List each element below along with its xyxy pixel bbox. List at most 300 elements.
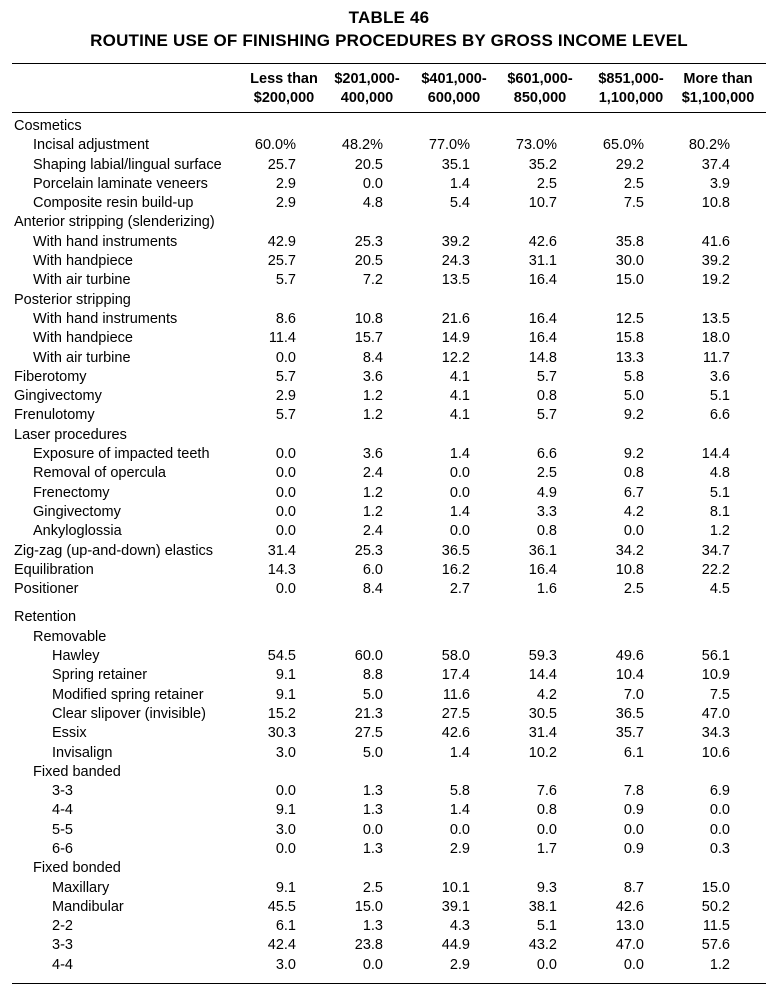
table-cell: 2.5: [623, 581, 644, 598]
row-label: Porcelain laminate veneers: [33, 175, 208, 192]
table-cell: 27.5: [441, 705, 470, 722]
table-cell: 2.5: [536, 175, 557, 192]
table-cell: 6.6: [536, 446, 557, 463]
row-label: With hand instruments: [33, 233, 178, 250]
table-cell: 0.8: [536, 802, 557, 819]
table-cell: 0.0: [275, 349, 296, 366]
table-cell: 1.2: [362, 407, 383, 424]
table-cell: 39.2: [701, 253, 730, 270]
table-cell: 5.7: [275, 407, 296, 424]
table-cell: 16.2: [441, 561, 470, 578]
table-cell: 27.5: [354, 725, 383, 742]
table-cell: 0.0: [536, 821, 557, 838]
table-cell: 35.8: [615, 233, 644, 250]
table-cell: 1.4: [449, 744, 470, 761]
table-row: [0, 445, 778, 464]
table-cell: 0.0: [275, 446, 296, 463]
table-row: [0, 840, 778, 859]
table-cell: 37.4: [701, 156, 730, 173]
table-cell: 39.2: [441, 233, 470, 250]
table-cell: 18.0: [701, 330, 730, 347]
row-label: Cosmetics: [14, 118, 82, 134]
table-cell: 5.1: [709, 484, 730, 501]
table-cell: 4.1: [449, 368, 470, 385]
row-label: Spring retainer: [52, 667, 148, 684]
table-cell: 5.4: [449, 195, 470, 212]
table-cell: 13.0: [615, 918, 644, 935]
table-row: [0, 522, 778, 541]
table-cell: 0.0: [449, 465, 470, 482]
table-cell: 29.2: [615, 156, 644, 173]
table-cell: 1.2: [709, 956, 730, 973]
table-row: [0, 821, 778, 840]
table-cell: 0.8: [536, 523, 557, 540]
row-label: Laser procedures: [14, 426, 127, 443]
table-cell: 0.0: [362, 175, 383, 192]
table-cell: 1.4: [449, 175, 470, 192]
table-row: [0, 801, 778, 820]
table-cell: 1.2: [362, 503, 383, 520]
table-cell: 42.6: [528, 233, 557, 250]
table-cell: 0.0: [623, 956, 644, 973]
table-row: [0, 233, 778, 252]
row-label: Fixed bonded: [33, 860, 121, 877]
table-cell: 19.2: [701, 272, 730, 289]
table-cell: 6.9: [709, 783, 730, 800]
table-cell: 0.9: [623, 802, 644, 819]
table-cell: 0.0: [362, 821, 383, 838]
table-cell: 4.8: [709, 465, 730, 482]
table-row: [0, 426, 778, 445]
table-row: [0, 608, 778, 627]
row-label: Retention: [14, 609, 77, 626]
table-cell: 14.9: [441, 330, 470, 347]
table-cell: 9.2: [623, 407, 644, 424]
table-cell: 0.0: [709, 821, 730, 838]
table-number: TABLE 46: [348, 8, 430, 27]
row-label: Ankyloglossia: [33, 523, 122, 540]
table-cell: 15.0: [615, 272, 644, 289]
table-cell: 0.9: [623, 840, 644, 857]
table-cell: 0.0: [709, 802, 730, 819]
table-cell: 42.6: [615, 898, 644, 915]
table-row: [0, 156, 778, 175]
table-cell: 8.6: [275, 310, 296, 327]
table-cell: 0.0: [275, 783, 296, 800]
table-cell: 3.3: [536, 503, 557, 520]
table-cell: 42.6: [441, 725, 470, 742]
table-cell: 8.7: [623, 879, 644, 896]
table-row: [0, 580, 778, 599]
table-cell: 20.5: [354, 253, 383, 270]
table-cell: 2.7: [449, 581, 470, 598]
table-cell: 10.2: [528, 744, 557, 761]
table-cell: 7.8: [623, 783, 644, 800]
table-cell: 1.3: [362, 840, 383, 857]
table-cell: 10.9: [701, 667, 730, 684]
table-cell: 3.6: [362, 446, 383, 463]
table-cell: 5.8: [623, 368, 644, 385]
table-cell: 15.0: [354, 898, 383, 915]
table-cell: 1.6: [536, 581, 557, 598]
table-cell: 73.0%: [515, 137, 557, 154]
table-cell: 50.2: [701, 898, 730, 915]
table-cell: 5.0: [623, 388, 644, 405]
table-cell: 0.0: [623, 821, 644, 838]
table-row: [0, 484, 778, 503]
row-label: With hand instruments: [33, 310, 178, 327]
table-cell: 25.7: [267, 156, 296, 173]
table-cell: 0.0: [623, 523, 644, 540]
table-body: [0, 117, 778, 975]
table-cell: 16.4: [528, 272, 557, 289]
table-cell: 11.7: [702, 349, 730, 366]
row-label: With air turbine: [33, 272, 131, 289]
table-cell: 5.7: [536, 407, 557, 424]
row-label: With handpiece: [33, 330, 133, 347]
table-cell: 31.1: [528, 253, 557, 270]
table-cell: 54.5: [267, 648, 296, 665]
table-cell: 4.5: [709, 581, 730, 598]
table-cell: 21.6: [441, 310, 470, 327]
table-cell: 5.0: [362, 744, 383, 761]
table-cell: 14.8: [528, 349, 557, 366]
table-cell: 8.4: [362, 349, 383, 366]
table-cell: 1.2: [362, 484, 383, 501]
table-cell: 22.2: [701, 561, 730, 578]
table-cell: 25.3: [354, 233, 383, 250]
table-row: [0, 561, 778, 580]
table-row: [0, 686, 778, 705]
table-cell: 45.5: [267, 898, 296, 915]
column-header: More than $1,100,000: [681, 71, 755, 106]
table-cell: 30.0: [615, 253, 644, 270]
table-row: [0, 387, 778, 406]
table-cell: 5.7: [275, 272, 296, 289]
table-row: [0, 271, 778, 290]
header-rule: [12, 112, 766, 113]
table-row: [0, 194, 778, 213]
table-cell: 59.3: [528, 648, 557, 665]
table-cell: 2.4: [362, 523, 383, 540]
table-cell: 60.0: [354, 648, 383, 665]
row-label: Gingivectomy: [33, 503, 121, 520]
table-cell: 5.7: [536, 368, 557, 385]
table-row: [0, 936, 778, 955]
row-label: 2-2: [52, 918, 73, 935]
table-cell: 2.5: [623, 175, 644, 192]
table-row: [0, 859, 778, 878]
column-header: $851,000- 1,100,000: [598, 71, 664, 106]
column-header: $401,000- 600,000: [421, 71, 487, 106]
table-cell: 1.4: [449, 446, 470, 463]
table-cell: 11.6: [442, 686, 470, 703]
table-cell: 41.6: [701, 233, 730, 250]
row-label: With air turbine: [33, 349, 131, 366]
table-cell: 21.3: [354, 705, 383, 722]
row-label: Incisal adjustment: [33, 137, 150, 154]
table-cell: 25.3: [354, 542, 383, 559]
table-cell: 44.9: [441, 937, 470, 954]
table-cell: 2.9: [275, 175, 296, 192]
table-cell: 6.1: [275, 918, 296, 935]
table-row: [0, 291, 778, 310]
row-label: Frenulotomy: [14, 407, 95, 424]
table-cell: 2.5: [362, 879, 383, 896]
table-cell: 0.0: [536, 956, 557, 973]
table-row: [0, 647, 778, 666]
table-cell: 4.2: [536, 686, 557, 703]
row-label: Fiberotomy: [14, 368, 87, 385]
table-cell: 0.0: [449, 523, 470, 540]
table-row: [0, 763, 778, 782]
table-cell: 3.0: [275, 956, 296, 973]
table-cell: 15.8: [615, 330, 644, 347]
table-cell: 0.0: [449, 821, 470, 838]
row-label: Hawley: [52, 648, 100, 665]
table-row: [0, 917, 778, 936]
column-header: $201,000- 400,000: [334, 71, 400, 106]
table-cell: 0.0: [275, 581, 296, 598]
table-cell: 4.8: [362, 195, 383, 212]
table-cell: 7.6: [536, 783, 557, 800]
table-cell: 1.2: [362, 388, 383, 405]
table-cell: 1.7: [536, 840, 557, 857]
table-cell: 1.2: [709, 523, 730, 540]
row-label: 4-4: [52, 956, 73, 973]
table-cell: 10.1: [441, 879, 470, 896]
table-row: [0, 542, 778, 561]
table-cell: 34.7: [701, 542, 730, 559]
table-cell: 4.9: [536, 484, 557, 501]
table-cell: 0.0: [275, 523, 296, 540]
table-cell: 9.1: [275, 879, 296, 896]
table-cell: 10.8: [354, 310, 383, 327]
table-cell: 13.5: [441, 272, 470, 289]
table-cell: 4.1: [449, 388, 470, 405]
table-cell: 2.9: [275, 195, 296, 212]
row-label: With handpiece: [33, 253, 133, 270]
table-cell: 11.5: [702, 918, 730, 935]
table-cell: 35.1: [441, 156, 470, 173]
table-cell: 15.7: [354, 330, 383, 347]
table-cell: 34.2: [615, 542, 644, 559]
table-row: [0, 744, 778, 763]
table-row: [0, 136, 778, 155]
table-cell: 14.3: [267, 561, 296, 578]
table-cell: 5.1: [536, 918, 557, 935]
row-label: Gingivectomy: [14, 388, 102, 405]
table-cell: 10.8: [701, 195, 730, 212]
table-cell: 1.3: [362, 783, 383, 800]
table-cell: 16.4: [528, 561, 557, 578]
table-cell: 10.4: [615, 667, 644, 684]
table-cell: 16.4: [528, 330, 557, 347]
table-cell: 0.3: [709, 840, 730, 857]
table-cell: 3.0: [275, 744, 296, 761]
table-cell: 9.2: [623, 446, 644, 463]
table-cell: 0.0: [275, 484, 296, 501]
row-label: Anterior stripping (slenderizing): [14, 214, 215, 231]
table-cell: 11.4: [268, 330, 296, 347]
column-header: $601,000- 850,000: [507, 71, 573, 106]
table-row: [0, 503, 778, 522]
table-cell: 30.3: [267, 725, 296, 742]
table-cell: 2.9: [275, 388, 296, 405]
table-cell: 36.5: [441, 542, 470, 559]
table-row: [0, 349, 778, 368]
table-cell: 4.2: [623, 503, 644, 520]
table-row: [0, 175, 778, 194]
table-cell: 77.0%: [428, 137, 470, 154]
table-cell: 80.2%: [688, 137, 730, 154]
table-row: [0, 117, 778, 136]
table-cell: 3.6: [362, 368, 383, 385]
table-row: [0, 368, 778, 387]
table-cell: 0.0: [275, 465, 296, 482]
table-cell: 5.7: [275, 368, 296, 385]
row-label: Maxillary: [52, 879, 110, 896]
table-cell: 58.0: [441, 648, 470, 665]
row-label: Invisalign: [52, 744, 113, 761]
table-cell: 9.1: [275, 802, 296, 819]
table-title: ROUTINE USE OF FINISHING PROCEDURES BY GROSS INCOME LEVEL: [90, 31, 688, 50]
table-cell: 14.4: [528, 667, 557, 684]
table-row: [0, 310, 778, 329]
table-cell: 4.3: [449, 918, 470, 935]
table-cell: 9.1: [275, 667, 296, 684]
table-cell: 10.6: [701, 744, 730, 761]
table-cell: 60.0%: [254, 137, 296, 154]
row-label: Posterior stripping: [14, 291, 131, 308]
row-label: Exposure of impacted teeth: [33, 446, 210, 463]
table-cell: 6.7: [623, 484, 644, 501]
table-cell: 6.0: [362, 561, 383, 578]
bottom-rule: [12, 983, 766, 984]
table-cell: 6.1: [623, 744, 644, 761]
table-cell: 9.3: [536, 879, 557, 896]
table-cell: 17.4: [441, 667, 470, 684]
table-cell: 0.0: [275, 840, 296, 857]
row-label: Fixed banded: [33, 763, 121, 780]
table-cell: 13.5: [701, 310, 730, 327]
table-cell: 57.6: [701, 937, 730, 954]
table-cell: 7.2: [362, 272, 383, 289]
table-row: [0, 406, 778, 425]
table-cell: 2.9: [449, 956, 470, 973]
table-cell: 25.7: [267, 253, 296, 270]
table-cell: 5.0: [362, 686, 383, 703]
table-cell: 7.0: [623, 686, 644, 703]
table-cell: 43.2: [528, 937, 557, 954]
table-cell: 1.3: [362, 918, 383, 935]
table-row: [0, 782, 778, 801]
table-cell: 34.3: [701, 725, 730, 742]
table-cell: 13.3: [615, 349, 644, 366]
table-cell: 6.6: [709, 407, 730, 424]
row-label: Shaping labial/lingual surface: [33, 156, 222, 173]
table-cell: 12.5: [615, 310, 644, 327]
table-row: [0, 705, 778, 724]
table-cell: 0.8: [623, 465, 644, 482]
table-row: [0, 879, 778, 898]
table-cell: 3.9: [709, 175, 730, 192]
table-cell: 10.7: [528, 195, 557, 212]
row-label: 3-3: [52, 783, 73, 800]
table-cell: 1.4: [449, 802, 470, 819]
row-label: Removal of opercula: [33, 465, 166, 482]
table-row: [0, 724, 778, 743]
row-label: Composite resin build-up: [33, 195, 194, 212]
table-cell: 36.1: [528, 542, 557, 559]
table-cell: 65.0%: [602, 137, 644, 154]
table-cell: 2.9: [449, 840, 470, 857]
top-rule: [12, 63, 766, 64]
table-cell: 20.5: [354, 156, 383, 173]
table-row: [0, 329, 778, 348]
table-cell: 35.7: [615, 725, 644, 742]
table-cell: 8.4: [362, 581, 383, 598]
table-cell: 5.8: [449, 783, 470, 800]
table-cell: 47.0: [615, 937, 644, 954]
table-cell: 1.4: [449, 503, 470, 520]
table-cell: 42.4: [267, 937, 296, 954]
row-label: Clear slipover (invisible): [52, 705, 206, 722]
row-label: Removable: [33, 628, 107, 645]
table-row: [0, 956, 778, 975]
table-cell: 31.4: [528, 725, 557, 742]
table-cell: 49.6: [615, 648, 644, 665]
table-cell: 35.2: [528, 156, 557, 173]
table-cell: 42.9: [267, 233, 296, 250]
table-cell: 31.4: [267, 542, 296, 559]
row-label: 6-6: [52, 840, 73, 857]
table-cell: 0.0: [449, 484, 470, 501]
table-cell: 12.2: [441, 349, 470, 366]
table-cell: 2.4: [362, 465, 383, 482]
table-cell: 3.0: [275, 821, 296, 838]
table-cell: 38.1: [528, 898, 557, 915]
table-cell: 16.4: [528, 310, 557, 327]
table-cell: 0.8: [536, 388, 557, 405]
table-cell: 15.2: [267, 705, 296, 722]
table-cell: 10.8: [615, 561, 644, 578]
table-row: [0, 252, 778, 271]
table-cell: 7.5: [623, 195, 644, 212]
row-label: Mandibular: [52, 898, 124, 915]
table-cell: 0.0: [362, 956, 383, 973]
row-label: 5-5: [52, 821, 73, 838]
table-cell: 14.4: [701, 446, 730, 463]
row-label: Zig-zag (up-and-down) elastics: [14, 542, 214, 559]
row-label: 4-4: [52, 802, 73, 819]
table-cell: 9.1: [275, 686, 296, 703]
table-cell: 48.2%: [341, 137, 383, 154]
row-label: Positioner: [14, 581, 79, 598]
table-cell: 2.5: [536, 465, 557, 482]
table-cell: 8.8: [362, 667, 383, 684]
table-cell: 0.0: [275, 503, 296, 520]
table-cell: 47.0: [701, 705, 730, 722]
table-cell: 30.5: [528, 705, 557, 722]
table-cell: 4.1: [449, 407, 470, 424]
table-row: [0, 628, 778, 647]
table-row: [0, 213, 778, 232]
table-cell: 39.1: [441, 898, 470, 915]
row-label: Essix: [52, 725, 87, 742]
table-row: [0, 464, 778, 483]
row-label: Frenectomy: [33, 484, 110, 501]
